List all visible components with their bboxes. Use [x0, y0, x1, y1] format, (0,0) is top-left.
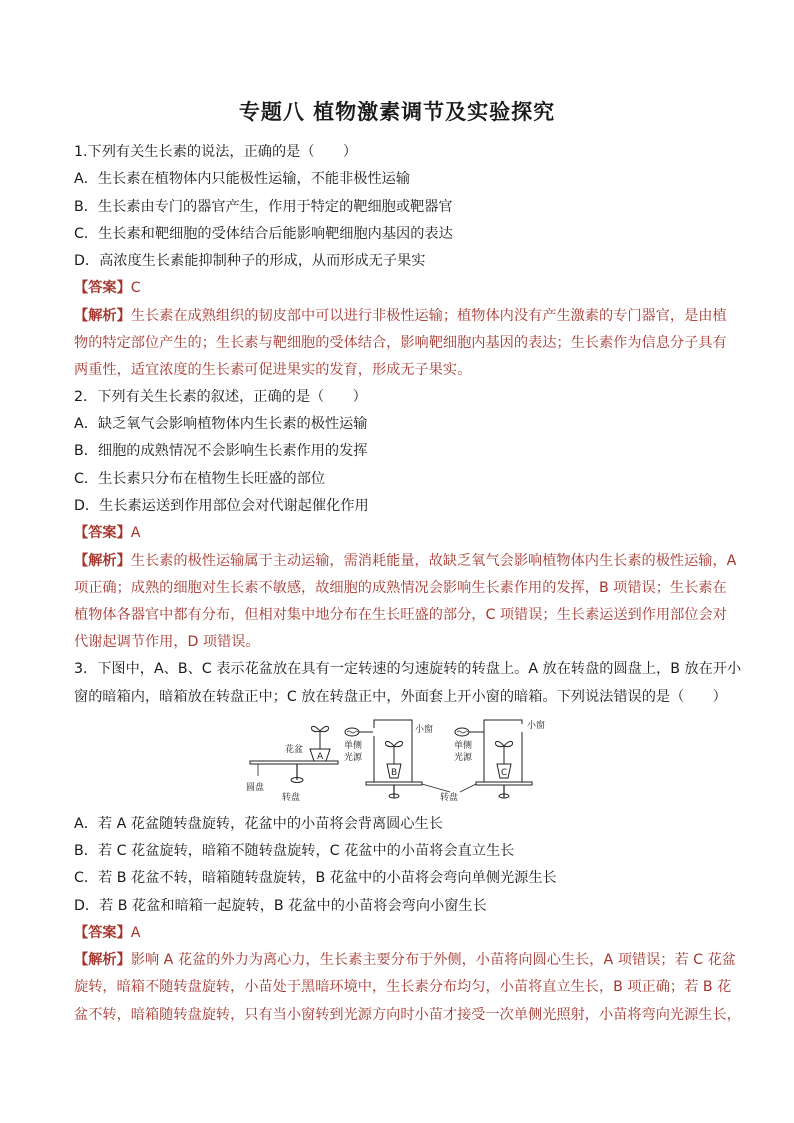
q2-option-d: D．生长素运送到作用部位会对代谢起催化作用 [74, 498, 369, 514]
q1-option-d: D．高浓度生长素能抑制种子的形成，从而形成无子果实 [74, 253, 426, 269]
q3-answer [74, 923, 140, 943]
label-pot: 花盆 [285, 745, 304, 755]
label-window-2: 小窗 [527, 721, 546, 731]
q3-option-a: A．若 A 花盆随转盘旋转，花盆中的小苗将会背离圆心生长 [74, 816, 443, 832]
turntable-experiment-figure [240, 714, 562, 806]
label-c: C [501, 768, 508, 778]
answer-tag: 【答案】 [74, 925, 131, 941]
label-disc: 圆盘 [246, 783, 265, 793]
turntable-leader-2 [460, 784, 476, 792]
q1-option-a: A．生长素在植物体内只能极性运输，不能非极性运输 [74, 171, 411, 187]
analysis-tag: 【解析】 [74, 308, 131, 324]
q2-option-a: A．缺乏氧气会影响植物体内生长素的极性运输 [74, 416, 368, 432]
turntable-leader-1 [422, 784, 450, 792]
q1-analysis-line-2: 物的特定部位产生的；生长素与靶细胞的受体结合，影响靶细胞内基因的表达；生长素作为信息分子具有 [74, 335, 727, 351]
seedling-a-leaf-left [311, 726, 320, 731]
q2-stem: 2．下列有关生长素的叙述，正确的是（ ） [74, 389, 367, 405]
label-window-1: 小窗 [415, 725, 434, 735]
turntable-c [476, 782, 532, 785]
label-a: A [317, 752, 324, 762]
q1-analysis-line-3: 两重性，适宜浓度的生长素可促进果实的发育，形成无子果实。 [74, 362, 472, 378]
q2-analysis-line-1 [74, 551, 736, 571]
q2-option-c: C．生长素只分布在植物生长旺盛的部位 [74, 471, 326, 487]
q1-answer [74, 278, 141, 298]
answer-value: C [130, 280, 141, 296]
label-b: B [391, 768, 398, 778]
q2-analysis-line-2: 项正确；成熟的细胞对生长素不敏感，故细胞的成熟情况会影响生长素作用的发挥，B 项错误；生长素在 [74, 580, 727, 596]
light-wave-2 [457, 731, 468, 733]
turntable-b [366, 782, 422, 785]
seedling-c-leaf-right [504, 741, 513, 746]
seedling-c-leaf-left [495, 741, 504, 746]
q2-answer [74, 523, 140, 543]
q1-option-c: C．生长素和靶细胞的受体结合后能影响靶细胞内基因的表达 [74, 226, 453, 242]
q3-analysis-line-1 [74, 950, 736, 970]
answer-tag: 【答案】 [74, 280, 131, 296]
q1-option-b: B．生长素由专门的器官产生，作用于特定的靶细胞或靶器官 [74, 199, 453, 215]
q1-analysis-line-1 [74, 306, 727, 326]
label-light-2-b: 光源 [454, 753, 473, 763]
q3-analysis-line-2: 旋转，暗箱不随转盘旋转，小苗处于黑暗环境中，生长素分布均匀，小苗将直立生长，B 项正确；若 B 花 [74, 979, 732, 995]
q3-option-d: D．若 B 花盆和暗箱一起旋转，B 花盆中的小苗将会弯向小窗生长 [74, 898, 487, 914]
q3-stem-line-2: 窗的暗箱内，暗箱放在转盘正中；C 放在转盘正中，外面套上开小窗的暗箱。下列说法错误的是（ ） [74, 689, 727, 705]
label-light-1-b: 光源 [344, 753, 363, 763]
q3-option-b: B．若 C 花盆旋转，暗箱不随转盘旋转，C 花盆中的小苗将会直立生长 [74, 843, 515, 859]
q1-stem: 1.下列有关生长素的说法，正确的是（ ） [74, 144, 358, 160]
q3-stem-line-1: 3．下图中，A、B、C 表示花盆放在具有一定转速的匀速旋转的转盘上。A 放在转盘的圆盘上，B 放在开小 [74, 661, 742, 677]
label-turntable-2: 转盘 [440, 793, 459, 803]
label-turntable: 转盘 [282, 793, 301, 803]
analysis-tag: 【解析】 [74, 952, 131, 968]
analysis-text: 生长素的极性运输属于主动运输，需消耗能量，故缺乏氧气会影响植物体内生长素的极性运输，A [130, 553, 737, 569]
q3-option-c: C．若 B 花盆不转，暗箱随转盘旋转，B 花盆中的小苗将会弯向单侧光源生长 [74, 870, 557, 886]
page-title: 专题八 植物激素调节及实验探究 [238, 99, 556, 124]
seedling-b-leaf-right [394, 741, 403, 746]
analysis-text: 生长素在成熟组织的韧皮部中可以进行非极性运输；植物体内没有产生激素的专门器官，是由植 [130, 308, 727, 324]
q2-analysis-line-4: 代谢起调节作用，D 项错误。 [74, 634, 260, 650]
seedling-b-leaf-left [385, 741, 394, 746]
answer-value: A [130, 925, 141, 941]
analysis-text: 影响 A 花盆的外力为离心力，生长素主要分布于外侧，小苗将向圆心生长，A 项错误；若 C 花盆 [130, 952, 736, 968]
analysis-tag: 【解析】 [74, 553, 131, 569]
q3-analysis-line-3: 盆不转，暗箱随转盘旋转，只有当小窗转到光源方向时小苗才接受一次单侧光照射，小苗将弯向光源生长， [74, 1007, 741, 1023]
q2-analysis-line-3: 植物体各器官中都有分布，但相对集中地分布在生长旺盛的部分，C 项错误；生长素运送到作用部位会对 [74, 607, 727, 623]
answer-tag: 【答案】 [74, 525, 131, 541]
light-wave-1 [347, 731, 358, 733]
seedling-a-leaf-right [320, 726, 329, 731]
answer-value: A [130, 525, 141, 541]
label-light-2-a: 单侧 [454, 741, 473, 751]
q2-option-b: B．细胞的成熟情况不会影响生长素作用的发挥 [74, 443, 368, 459]
label-light-1-a: 单侧 [344, 741, 363, 751]
